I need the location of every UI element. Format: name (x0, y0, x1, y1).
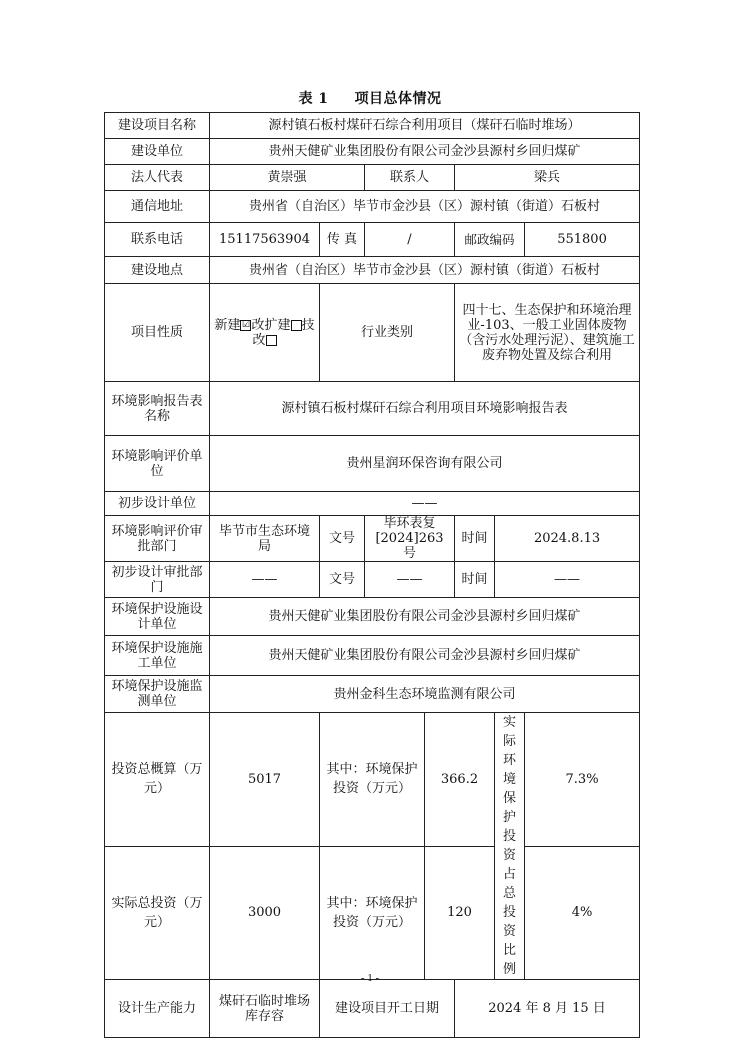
eia-approval-value: 毕节市生态环境局 (210, 516, 320, 562)
env-design-label: 环境保护设施设计单位 (105, 598, 210, 636)
nature-options (210, 284, 320, 382)
table-row (105, 598, 640, 636)
prelim-time-value: —— (495, 562, 640, 598)
table-row (105, 436, 640, 492)
invest-budget-env-value: 366.2 (425, 713, 495, 847)
industry-value: 四十七、生态保护和环境治理业-103、一般工业固体废物（含污水处理污泥）、建筑施工废弃物处置及综合利用 (455, 284, 640, 382)
prelim-design-label: 初步设计单位 (105, 492, 210, 516)
unit-label: 建设单位 (105, 139, 210, 165)
eia-time-label: 时间 (455, 516, 495, 562)
table-row (105, 676, 640, 713)
eia-time-value: 2024.8.13 (495, 516, 640, 562)
option-new-label: 新建 (214, 317, 241, 333)
table-row (105, 223, 640, 257)
option-new-checkbox: ☑ (241, 319, 251, 330)
eval-unit-value: 贵州星润环保咨询有限公司 (210, 436, 640, 492)
legal-label: 法人代表 (105, 165, 210, 191)
invest-budget-label: 投资总概算（万元） (105, 713, 210, 847)
env-design-value: 贵州天健矿业集团股份有限公司金沙县源村乡回归煤矿 (210, 598, 640, 636)
invest-budget-env-label: 其中：环境保护投资（万元） (320, 713, 425, 847)
table-row (105, 257, 640, 284)
capacity-label: 设计生产能力 (105, 980, 210, 1038)
option-expand-label: 改扩建 (251, 317, 291, 333)
env-ratio-budget-value: 7.3% (525, 713, 640, 847)
table-row (105, 980, 640, 1038)
env-construct-value: 贵州天健矿业集团股份有限公司金沙县源村乡回归煤矿 (210, 636, 640, 676)
industry-label: 行业类别 (320, 284, 455, 382)
prelim-design-value: —— (210, 492, 640, 516)
start-date-label: 建设项目开工日期 (320, 980, 455, 1038)
project-name-label: 建设项目名称 (105, 113, 210, 139)
invest-actual-env-label: 其中：环境保护投资（万元） (320, 846, 425, 980)
eia-doc-value: 毕环表复[2024]263 号 (365, 516, 455, 562)
report-value: 源村镇石板村煤矸石综合利用项目环境影响报告表 (210, 382, 640, 436)
postcode-label: 邮政编码 (455, 223, 525, 257)
table-row (105, 284, 640, 382)
contact-label: 联系人 (365, 165, 455, 191)
project-overview-table (104, 112, 640, 1038)
invest-budget-value: 5017 (210, 713, 320, 847)
legal-value: 黄崇强 (210, 165, 365, 191)
postcode-value: 551800 (525, 223, 640, 257)
eia-doc-label: 文号 (320, 516, 365, 562)
table-row (105, 713, 640, 847)
project-name-value: 源村镇石板村煤矸石综合利用项目（煤矸石临时堆场） (210, 113, 640, 139)
prelim-doc-label: 文号 (320, 562, 365, 598)
invest-actual-label: 实际总投资（万元） (105, 846, 210, 980)
env-monitor-label: 环境保护设施监测单位 (105, 676, 210, 713)
address-label: 通信地址 (105, 191, 210, 223)
env-monitor-value: 贵州金科生态环境监测有限公司 (210, 676, 640, 713)
location-value: 贵州省（自治区）毕节市金沙县（区）源村镇（街道）石板村 (210, 257, 640, 284)
option-tech-checkbox (266, 335, 277, 346)
table-row (105, 382, 640, 436)
eval-unit-label: 环境影响评价单位 (105, 436, 210, 492)
table-row (105, 165, 640, 191)
option-expand-checkbox (291, 320, 302, 331)
table-row (105, 492, 640, 516)
prelim-time-label: 时间 (455, 562, 495, 598)
table-row (105, 113, 640, 139)
table-row (105, 846, 640, 980)
table-row (105, 636, 640, 676)
nature-label: 项目性质 (105, 284, 210, 382)
phone-label: 联系电话 (105, 223, 210, 257)
eia-approval-label: 环境影响评价审批部门 (105, 516, 210, 562)
env-ratio-actual-value: 4% (525, 846, 640, 980)
location-label: 建设地点 (105, 257, 210, 284)
prelim-approval-value: —— (210, 562, 320, 598)
report-label: 环境影响报告表名称 (105, 382, 210, 436)
table-row (105, 516, 640, 562)
table-caption (0, 88, 740, 108)
table-number: 表 1 (298, 91, 329, 107)
env-construct-label: 环境保护设施施工单位 (105, 636, 210, 676)
address-value: 贵州省（自治区）毕节市金沙县（区）源村镇（街道）石板村 (210, 191, 640, 223)
table-title: 项目总体情况 (354, 91, 442, 107)
table-row (105, 191, 640, 223)
option-tech-label: 技改 (252, 317, 315, 348)
prelim-approval-label: 初步设计审批部门 (105, 562, 210, 598)
unit-value: 贵州天健矿业集团股份有限公司金沙县源村乡回归煤矿 (210, 139, 640, 165)
capacity-value: 煤矸石临时堆场库存容 (210, 980, 320, 1038)
table-row (105, 139, 640, 165)
start-date-value: 2024 年 8 月 15 日 (455, 980, 640, 1038)
invest-actual-value: 3000 (210, 846, 320, 980)
fax-label: 传 真 (320, 223, 365, 257)
phone-value: 15117563904 (210, 223, 320, 257)
table-row (105, 562, 640, 598)
page-number: - 1 - (360, 972, 380, 984)
prelim-doc-value: —— (365, 562, 455, 598)
env-ratio-label: 实际环境保护投资占总投资比例 (495, 713, 525, 980)
invest-actual-env-value: 120 (425, 846, 495, 980)
fax-value: / (365, 223, 455, 257)
contact-value: 梁兵 (455, 165, 640, 191)
